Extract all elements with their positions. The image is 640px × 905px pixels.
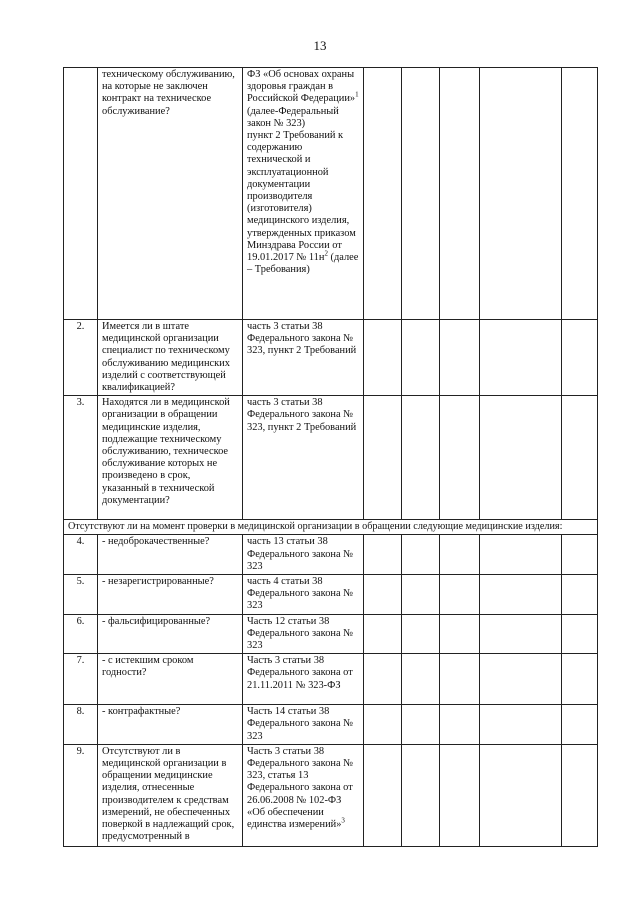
answer-cell-note[interactable] (480, 320, 562, 396)
table-row (64, 705, 598, 745)
answer-cell-na[interactable] (440, 744, 480, 846)
row-number: 8. (64, 705, 98, 745)
answer-cell-extra[interactable] (562, 320, 598, 396)
answer-cell-note[interactable] (480, 705, 562, 745)
row-number: 6. (64, 614, 98, 654)
table-row (64, 320, 598, 396)
row-number: 3. (64, 396, 98, 520)
answer-cell-yes[interactable] (364, 320, 402, 396)
row-number: 2. (64, 320, 98, 396)
answer-cell-note[interactable] (480, 396, 562, 520)
reference-part: (далее-Федеральный закон № 323) пункт 2 Требований к содержанию технической и эксплуатационной документации производителя (изготовителя) медицинского изделия, утвержденных приказом Минздрава России от 19.01.2017 № 11н (247, 105, 356, 264)
answer-cell-note[interactable] (480, 68, 562, 320)
answer-cell-no[interactable] (402, 575, 440, 615)
row-reference: часть 4 статьи 38 Федерального закона № 323 (243, 575, 364, 615)
reference-part: (далее – Требования) (247, 252, 359, 276)
answer-cell-na[interactable] (440, 614, 480, 654)
row-reference: Часть 14 статьи 38 Федерального закона № 323 (243, 705, 364, 745)
answer-cell-no[interactable] (402, 320, 440, 396)
answer-cell-extra[interactable] (562, 575, 598, 615)
answer-cell-yes[interactable] (364, 654, 402, 705)
answer-cell-extra[interactable] (562, 614, 598, 654)
row-question: Находятся ли в медицинской организации в обращении медицинские изделия, подлежащие техническому обслуживанию, техническое обслуживание которых не произведено в срок, указанный в технической документации? (98, 396, 243, 520)
row-question: Отсутствуют ли в медицинской организации в обращении медицинские изделия, отнесенные производителем к средствам измерений, не обеспеченных поверкой в надлежащий срок, предусмотренный в (98, 744, 243, 846)
table-row (64, 575, 598, 615)
row-number: 4. (64, 535, 98, 575)
page-number: 13 (313, 38, 327, 53)
row-reference: часть 3 статьи 38 Федерального закона № 323, пункт 2 Требований (243, 396, 364, 520)
row-question: - недоброкачественные? (98, 535, 243, 575)
footnote-marker: 3 (341, 816, 345, 825)
row-number: 9. (64, 744, 98, 846)
answer-cell-note[interactable] (480, 535, 562, 575)
answer-cell-yes[interactable] (364, 68, 402, 320)
row-reference: часть 3 статьи 38 Федерального закона № 323, пункт 2 Требований (243, 320, 364, 396)
checklist-table (63, 67, 598, 847)
footnote-marker: 2 (324, 249, 328, 258)
answer-cell-extra[interactable] (562, 535, 598, 575)
answer-cell-extra[interactable] (562, 654, 598, 705)
section-heading: Отсутствуют ли на момент проверки в медицинской организации в обращении следующие медицинские изделия: (64, 520, 598, 535)
table-row (64, 396, 598, 520)
row-reference: Часть 12 статьи 38 Федерального закона № 323 (243, 614, 364, 654)
answer-cell-na[interactable] (440, 320, 480, 396)
answer-cell-yes[interactable] (364, 535, 402, 575)
table-row (64, 68, 598, 320)
answer-cell-na[interactable] (440, 68, 480, 320)
table-row (64, 744, 598, 846)
row-question: техническому обслуживанию, на которые не заключен контракт на техническое обслуживание? (98, 68, 243, 320)
answer-cell-na[interactable] (440, 535, 480, 575)
row-number: 7. (64, 654, 98, 705)
row-reference (243, 68, 364, 320)
answer-cell-note[interactable] (480, 614, 562, 654)
row-question: - незарегистрированные? (98, 575, 243, 615)
answer-cell-na[interactable] (440, 396, 480, 520)
table-row (64, 535, 598, 575)
answer-cell-na[interactable] (440, 705, 480, 745)
table-row (64, 614, 598, 654)
answer-cell-no[interactable] (402, 654, 440, 705)
row-number (64, 68, 98, 320)
answer-cell-yes[interactable] (364, 575, 402, 615)
answer-cell-note[interactable] (480, 654, 562, 705)
answer-cell-no[interactable] (402, 744, 440, 846)
answer-cell-no[interactable] (402, 705, 440, 745)
reference-part: Часть 3 статьи 38 Федерального закона № 323, статья 13 Федерального закона от 26.06.2008 № 102-ФЗ «Об обеспечении единства измерений» (247, 745, 354, 831)
answer-cell-no[interactable] (402, 535, 440, 575)
row-question: - фальсифицированные? (98, 614, 243, 654)
footnote-marker: 1 (355, 90, 359, 99)
answer-cell-extra[interactable] (562, 68, 598, 320)
answer-cell-extra[interactable] (562, 705, 598, 745)
answer-cell-note[interactable] (480, 744, 562, 846)
answer-cell-no[interactable] (402, 68, 440, 320)
answer-cell-yes[interactable] (364, 705, 402, 745)
answer-cell-yes[interactable] (364, 744, 402, 846)
row-reference (243, 744, 364, 846)
row-number: 5. (64, 575, 98, 615)
reference-part: ФЗ «Об основах охраны здоровья граждан в Российской Федерации» (247, 69, 356, 105)
answer-cell-yes[interactable] (364, 614, 402, 654)
answer-cell-yes[interactable] (364, 396, 402, 520)
answer-cell-note[interactable] (480, 575, 562, 615)
row-reference: Часть 3 статьи 38 Федерального закона от 21.11.2011 № 323-ФЗ (243, 654, 364, 705)
section-heading-row (64, 520, 598, 535)
row-question: - контрафактные? (98, 705, 243, 745)
table-row (64, 654, 598, 705)
answer-cell-extra[interactable] (562, 744, 598, 846)
row-reference: часть 13 статьи 38 Федерального закона № 323 (243, 535, 364, 575)
row-question: Имеется ли в штате медицинской организации специалист по техническому обслуживанию медицинских изделий с соответствующей квалификацией? (98, 320, 243, 396)
answer-cell-na[interactable] (440, 575, 480, 615)
answer-cell-na[interactable] (440, 654, 480, 705)
answer-cell-no[interactable] (402, 396, 440, 520)
answer-cell-no[interactable] (402, 614, 440, 654)
row-question: - с истекшим сроком годности? (98, 654, 243, 705)
answer-cell-extra[interactable] (562, 396, 598, 520)
